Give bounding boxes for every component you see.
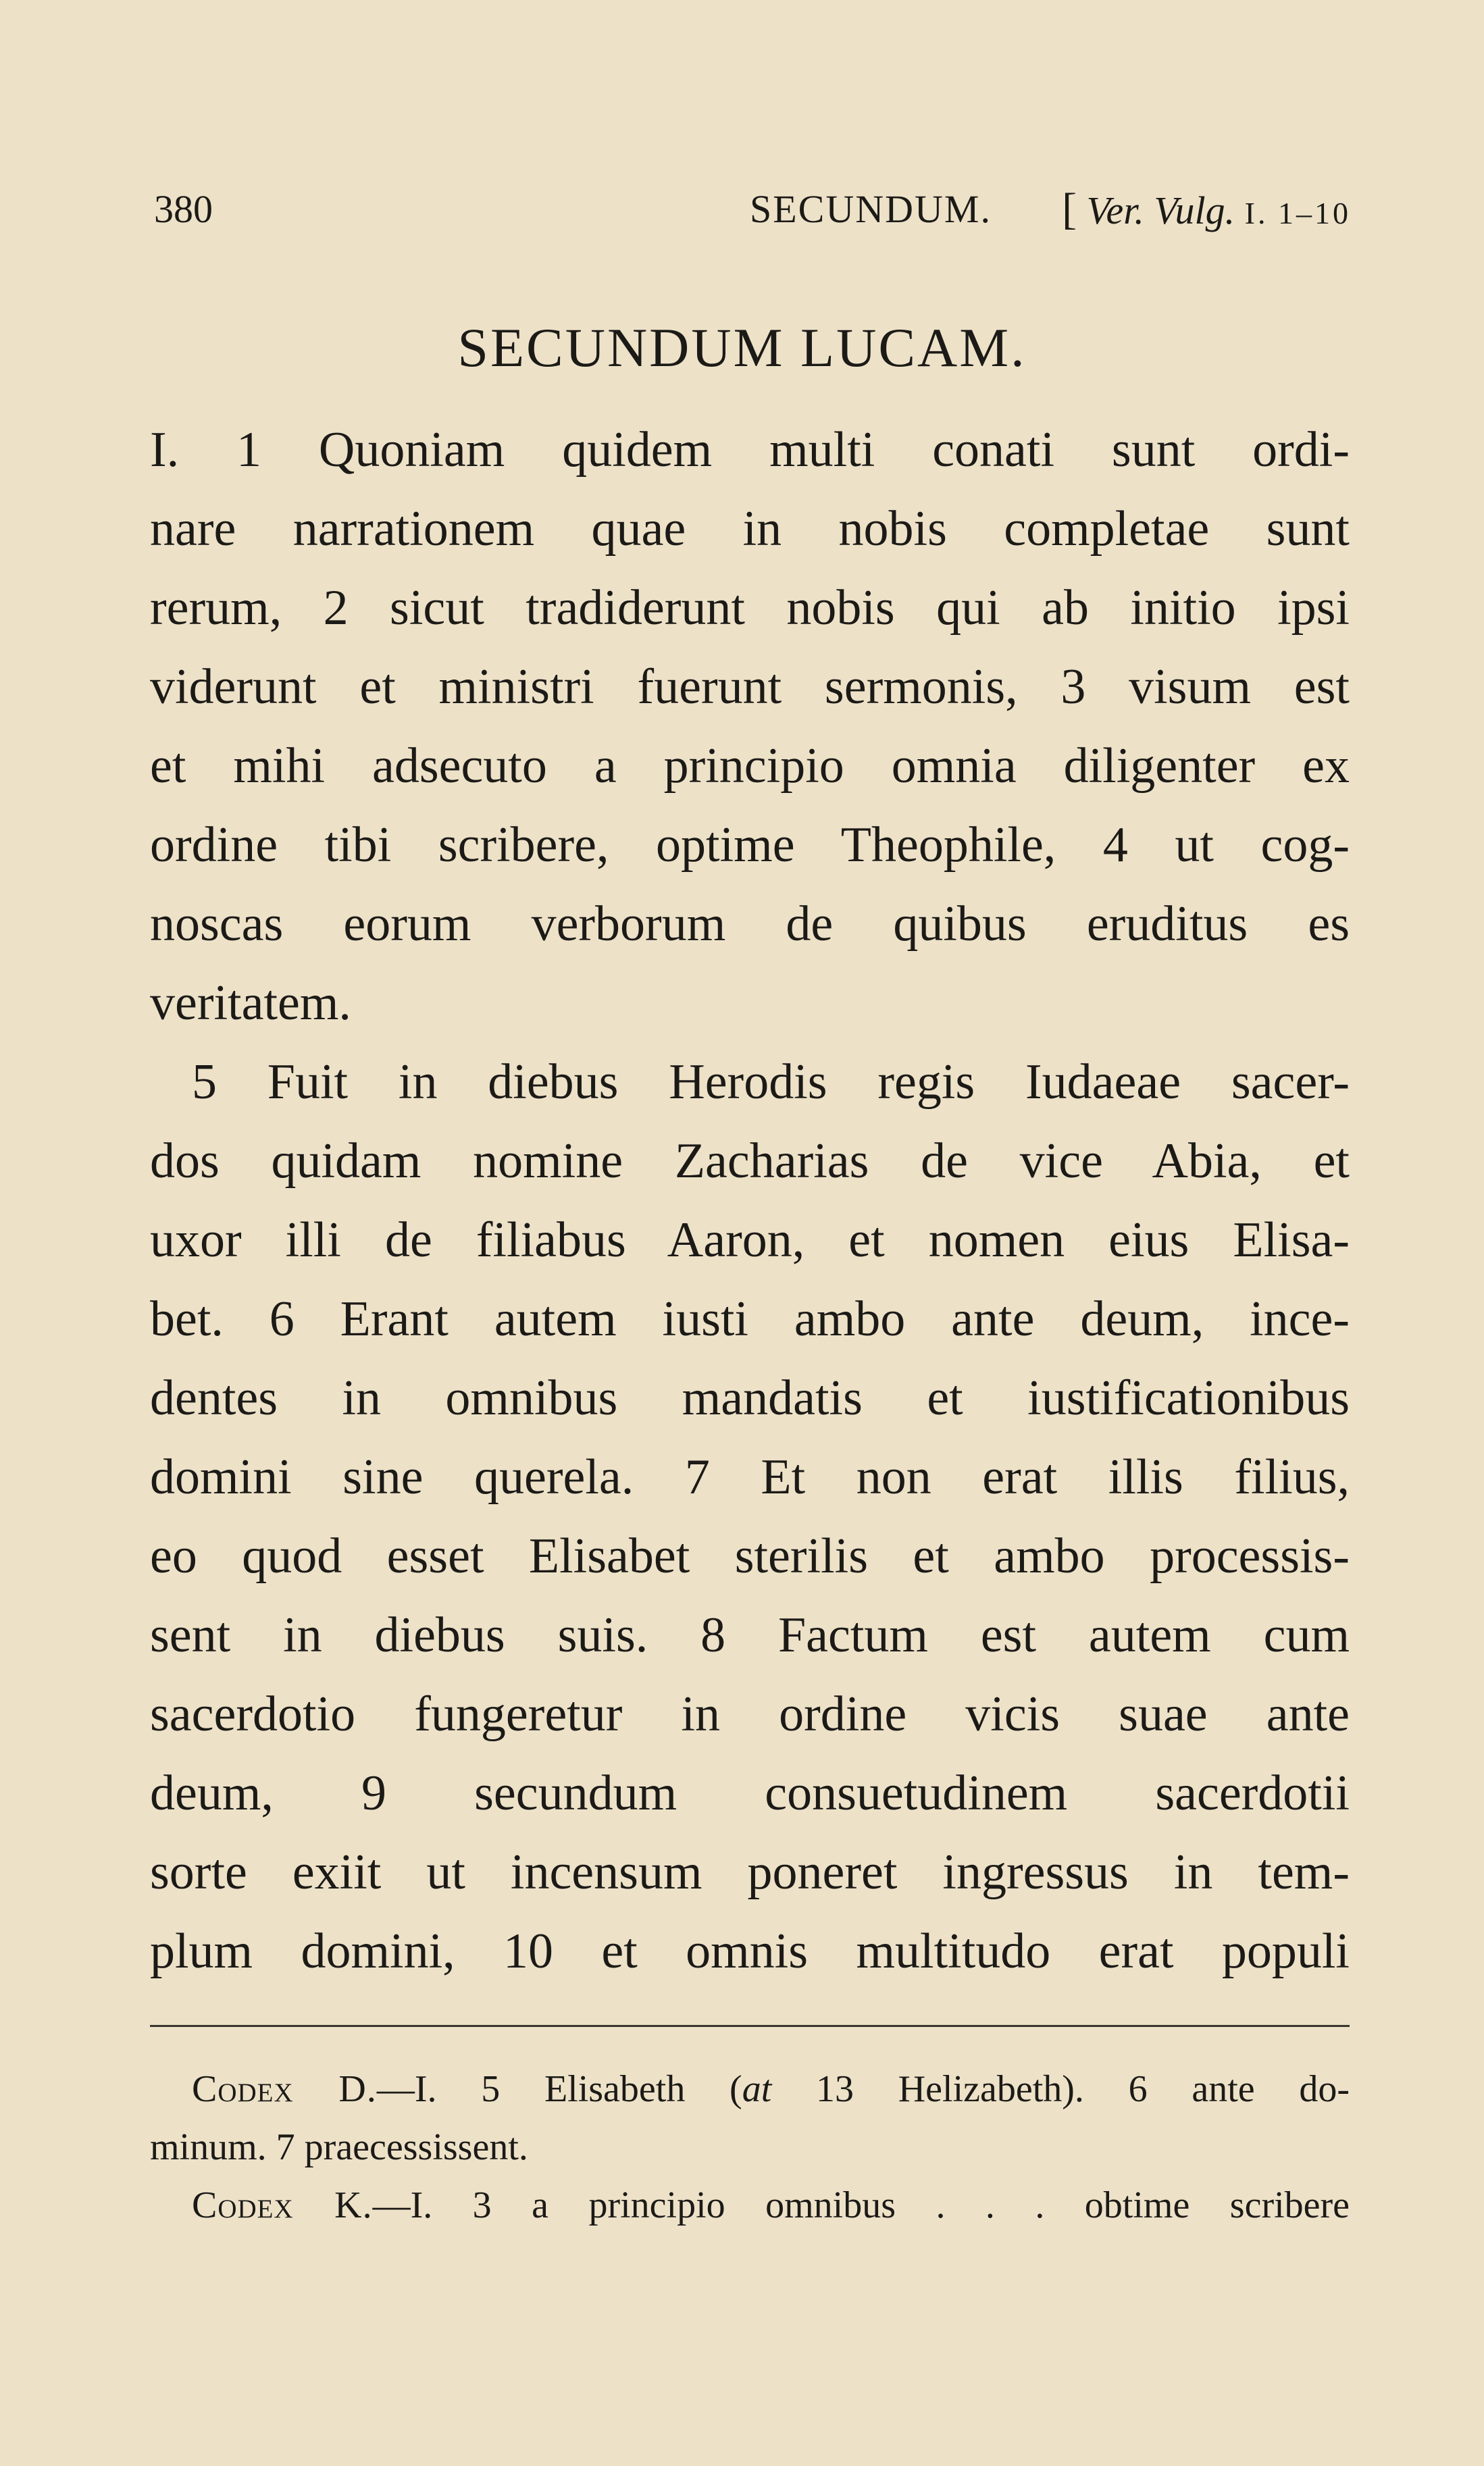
- text-line: noscas eorum verborum de quibus eruditus es: [150, 896, 1350, 952]
- text-line: viderunt et ministri fuerunt sermonis, 3 visum est: [150, 659, 1350, 715]
- text-line: deum, 9 secundum consuetudinem sacerdotii: [150, 1766, 1350, 1821]
- text-line: sorte exiit ut incensum poneret ingressus in tem-: [150, 1845, 1350, 1900]
- reference-version: Ver. Vulg.: [1086, 188, 1235, 232]
- verse-reference: [1062, 182, 1351, 240]
- section-title: SECUNDUM LUCAM.: [457, 317, 1027, 378]
- reference-bracket: [: [1062, 184, 1077, 234]
- text-line: plum domini, 10 et omnis multitudo erat populi: [150, 1924, 1350, 1979]
- footnote-codex-d-continued: minum. 7 praecessissent.: [150, 2126, 528, 2168]
- running-head: [149, 182, 1351, 236]
- codex-d-text-before: —I. 5 Elisabeth (: [376, 2068, 742, 2110]
- text-line: dos quidam nomine Zacharias de vice Abia, et: [150, 1133, 1350, 1189]
- reference-chapter: I.: [1244, 196, 1269, 230]
- text-line: sent in diebus suis. 8 Factum est autem cum: [150, 1608, 1350, 1663]
- text-line: bet. 6 Erant autem iusti ambo ante deum, ince-: [150, 1291, 1350, 1347]
- footnotes: [150, 2060, 1350, 2234]
- text-line: ordine tibi scribere, optime Theophile, 4 ut cog-: [150, 817, 1350, 873]
- codex-d-italic: at: [742, 2068, 772, 2110]
- codex-d-text-after: 13 Helizabeth). 6 ante do-: [771, 2068, 1350, 2110]
- codex-d-label: Codex D.: [192, 2068, 377, 2110]
- text-line: nare narrationem quae in nobis completae sunt: [150, 501, 1350, 557]
- footnote-codex-k: [150, 2176, 1350, 2234]
- codex-k-text: —I. 3 a principio omnibus . . . obtime scribere: [372, 2184, 1350, 2226]
- reference-verses: 1–10: [1278, 196, 1351, 230]
- text-line: 5 Fuit in diebus Herodis regis Iudaeae sacer-: [192, 1054, 1350, 1110]
- footnote-codex-d: [150, 2060, 1350, 2118]
- text-line: eo quod esset Elisabet sterilis et ambo processis-: [150, 1529, 1350, 1584]
- text-line: sacerdotio fungeretur in ordine vicis suae ante: [150, 1687, 1350, 1742]
- text-line: dentes in omnibus mandatis et iustificationibus: [150, 1370, 1350, 1426]
- text-line: I. 1 Quoniam quidem multi conati sunt ordi-: [150, 422, 1350, 478]
- main-text: [150, 411, 1350, 1991]
- page-number: 380: [154, 187, 213, 231]
- running-title: SECUNDUM.: [750, 187, 992, 231]
- codex-k-label: Codex K.: [192, 2184, 373, 2226]
- text-line: domini sine querela. 7 Et non erat illis filius,: [150, 1449, 1350, 1505]
- text-line: uxor illi de filiabus Aaron, et nomen eius Elisa-: [150, 1212, 1350, 1268]
- footnote-divider: [150, 2025, 1350, 2027]
- text-line: veritatem.: [150, 975, 351, 1031]
- text-line: rerum, 2 sicut tradiderunt nobis qui ab initio ipsi: [150, 580, 1350, 636]
- text-line: et mihi adsecuto a principio omnia diligenter ex: [150, 738, 1350, 794]
